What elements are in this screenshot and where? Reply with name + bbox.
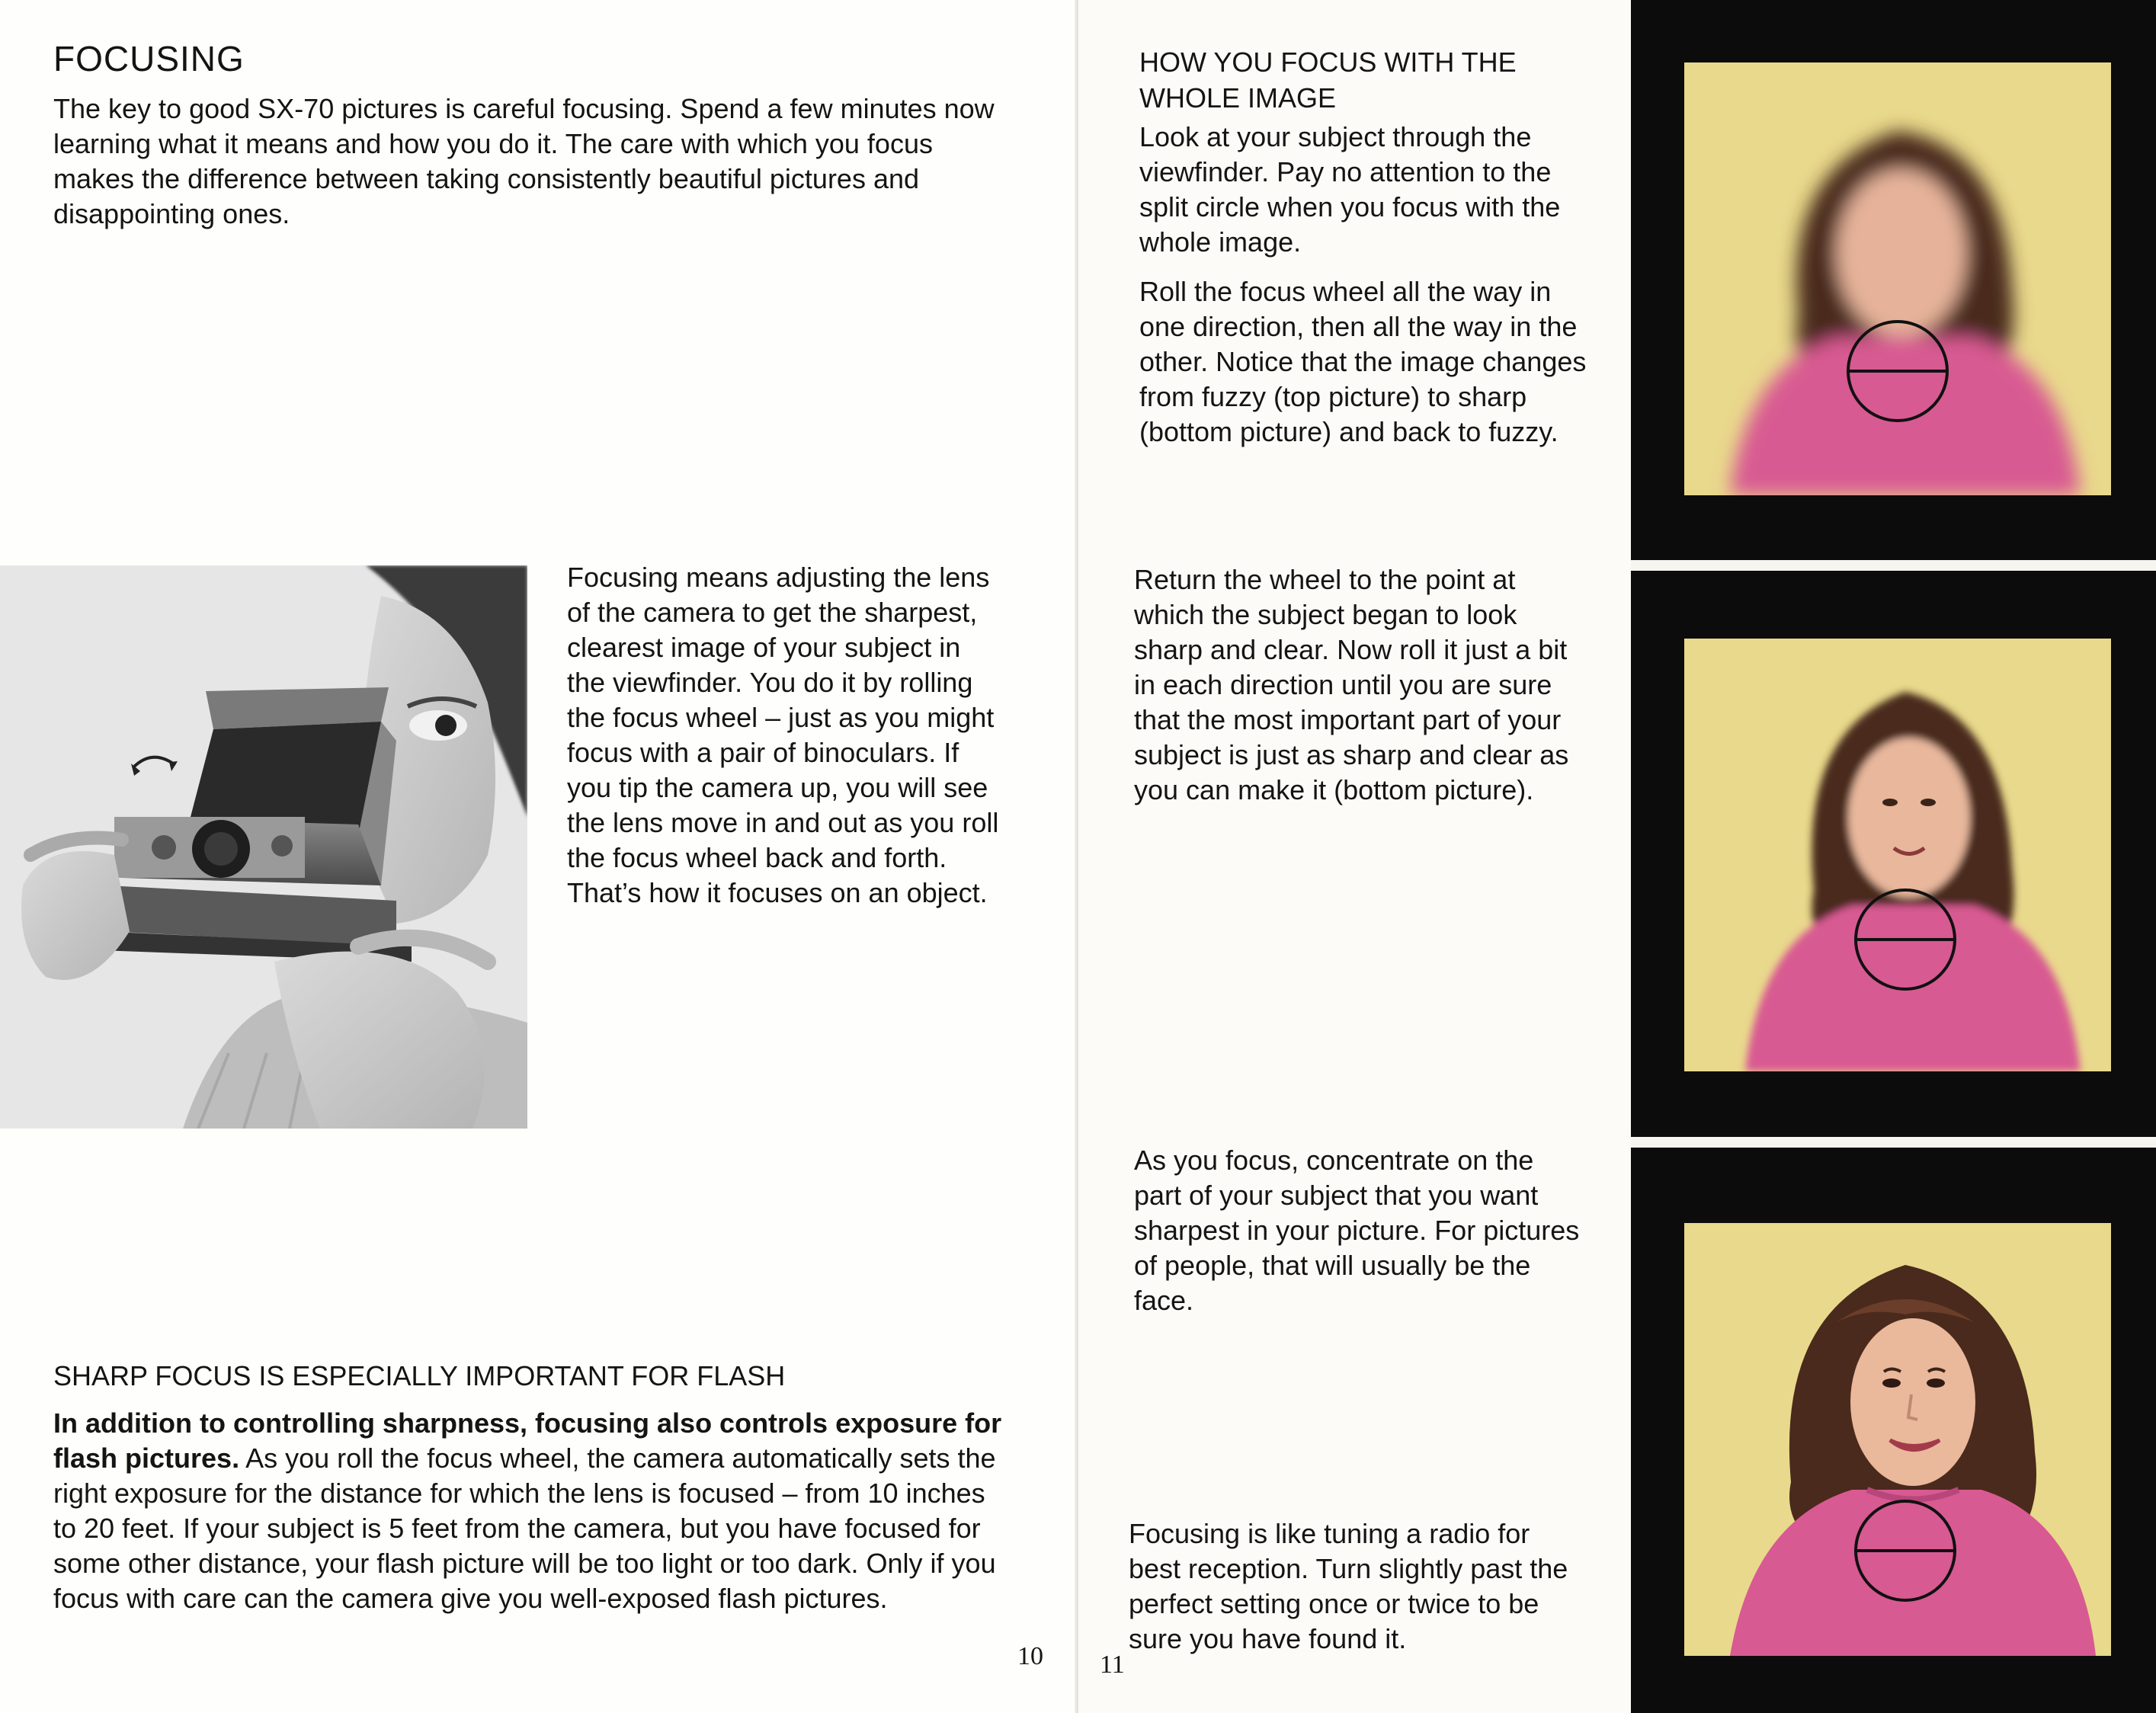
viewfinder-photo-sharp bbox=[1684, 1223, 2111, 1656]
page-title: FOCUSING bbox=[53, 39, 245, 78]
flash-section-heading: SHARP FOCUS IS ESPECIALLY IMPORTANT FOR FLASH bbox=[53, 1360, 786, 1391]
flash-bold-lead: In addition to controlling sharpness, focusing also controls exposure for flash pictures. bbox=[53, 1407, 1002, 1474]
viewfinder-photo-partly-sharp bbox=[1684, 639, 2111, 1071]
concentrate-paragraph: As you focus, concentrate on the part of your subject that you want sharpest in your picture. For pictures of people, that will usually be the face. bbox=[1134, 1145, 1580, 1316]
woman-with-camera-illustration bbox=[0, 565, 527, 1129]
radio-analogy-paragraph: Focusing is like tuning a radio for best reception. Turn slightly past the perfect setting once or twice to be sure you have found it. bbox=[1129, 1518, 1568, 1654]
viewfinder-photo-strip bbox=[1631, 0, 2156, 1713]
flash-paragraph bbox=[53, 1406, 1006, 1616]
flash-body: As you roll the focus wheel, the camera automatically sets the right exposure for the distance for which the lens is focused – from 10 inches to 20 feet. If your subject is 5 feet from the camera, but you have focused for some other distance, your flash picture will be too light or too dark. Only if you focus with care can the camera give you well-exposed flash pictures. bbox=[53, 1442, 996, 1614]
strip-divider bbox=[1631, 560, 2156, 571]
camera-focusing-photo bbox=[0, 565, 527, 1129]
whole-image-paragraph-1: Look at your subject through the viewfinder. Pay no attention to the split circle when you focus with the whole image. bbox=[1139, 121, 1561, 258]
whole-image-heading: HOW YOU FOCUS WITH THE WHOLE IMAGE bbox=[1139, 46, 1517, 114]
portrait-partly-focused bbox=[1684, 639, 2111, 1071]
whole-image-paragraph-2: Roll the focus wheel all the way in one direction, then all the way in the other. Notice that the image changes from fuzzy (top picture) to sharp (bottom picture) and back to fuzzy. bbox=[1139, 276, 1587, 447]
portrait-out-of-focus bbox=[1684, 62, 2111, 495]
portrait-in-focus bbox=[1684, 1223, 2111, 1656]
page-number-left: 10 bbox=[1017, 1642, 1043, 1670]
page-number-right: 11 bbox=[1100, 1651, 1125, 1679]
intro-paragraph: The key to good SX-70 pictures is careful focusing. Spend a few minutes now learning what it means and how you do it. The care with which you focus makes the difference between taking consistently beautiful pictures and disappointing ones. bbox=[53, 93, 995, 229]
return-wheel-paragraph: Return the wheel to the point at which the subject began to look sharp and clear. Now roll it just a bit in each direction until you are sure that the most important part of your subject is just as sharp and clear as you can make it (bottom picture). bbox=[1134, 564, 1569, 805]
viewfinder-photo-blurry bbox=[1684, 62, 2111, 495]
strip-divider bbox=[1631, 1137, 2156, 1148]
focusing-explanation: Focusing means adjusting the lens of the camera to get the sharpest, clearest image of your subject in the viewfinder. You do it by rolling the focus wheel – just as you might focus with a pair of binoculars. If you tip the camera up, you will see the lens move in and out as you roll the focus wheel back and forth. That’s how it focuses on an object. bbox=[567, 562, 999, 908]
